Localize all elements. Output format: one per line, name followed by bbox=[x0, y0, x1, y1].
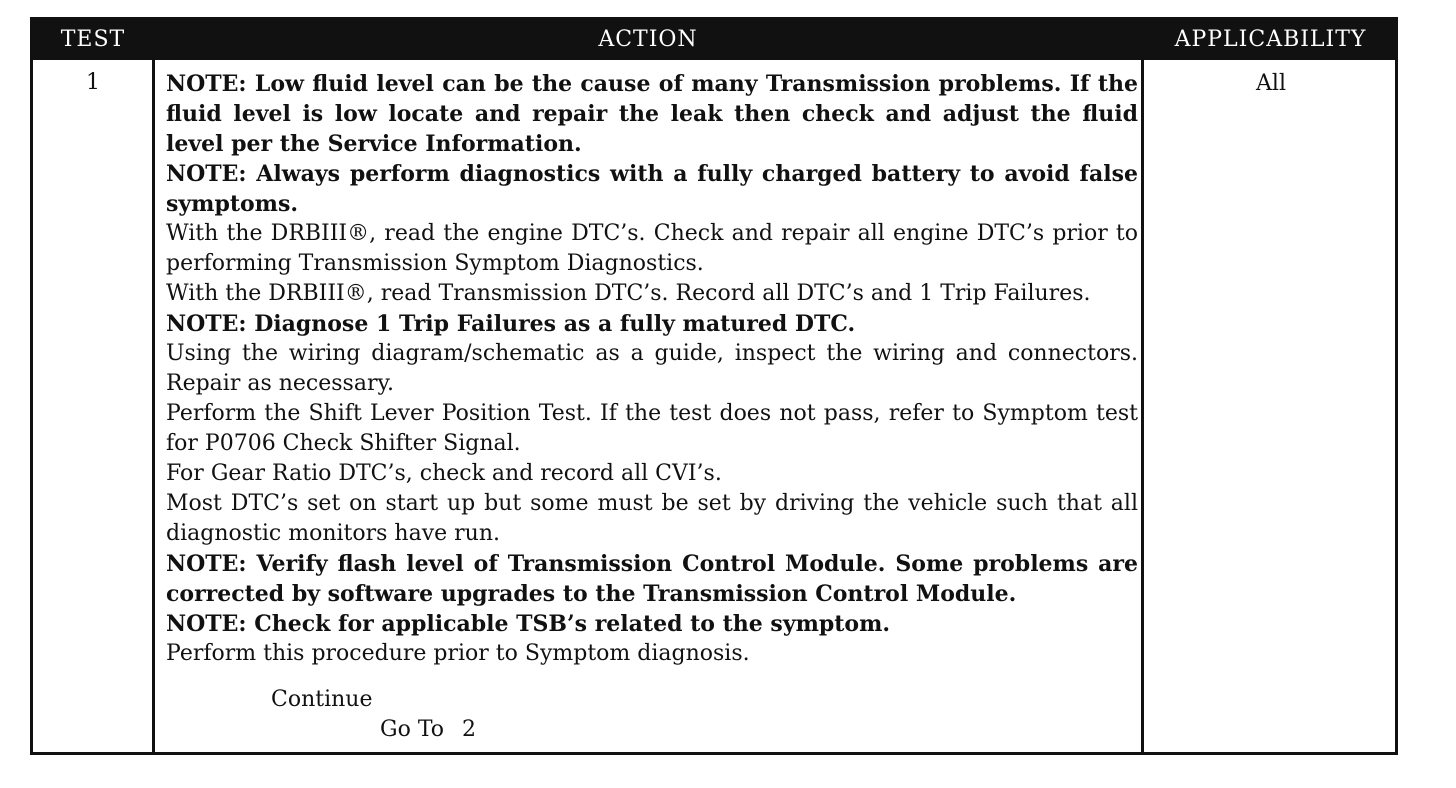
instruction-paragraph: Perform this procedure prior to Symptom diagnosis. bbox=[166, 641, 750, 666]
header-action: ACTION bbox=[598, 27, 698, 52]
instruction-paragraph: For Gear Ratio DTC’s, check and record all CVI’s. bbox=[166, 461, 722, 486]
action-paragraphs bbox=[166, 69, 1138, 669]
note-paragraph: NOTE: Verify flash level of Transmission Control Module. Some problems are corrected by software upgrades to the Transmission Control Module. bbox=[166, 551, 1138, 607]
column-divider bbox=[1141, 60, 1144, 752]
goto-target: 2 bbox=[462, 717, 477, 742]
result-continue: Continue bbox=[271, 687, 373, 712]
instruction-paragraph: With the DRBIII®, read the engine DTC’s. Check and repair all engine DTC’s prior to performing Transmission Symptom Diagnostics. bbox=[166, 221, 1138, 276]
note-paragraph: NOTE: Check for applicable TSB’s related to the symptom. bbox=[166, 611, 891, 637]
note-paragraph: NOTE: Low fluid level can be the cause of many Transmission problems. If the fluid level is low locate and repair the leak then check and adjust the fluid level per the Service Information. bbox=[166, 71, 1138, 157]
instruction-paragraph: With the DRBIII®, read Transmission DTC’s. Record all DTC’s and 1 Trip Failures. bbox=[166, 281, 1091, 306]
note-paragraph: NOTE: Diagnose 1 Trip Failures as a fully matured DTC. bbox=[166, 311, 856, 337]
action-cell bbox=[166, 69, 1138, 745]
instruction-paragraph: Perform the Shift Lever Position Test. If the test does not pass, refer to Symptom test for P0706 Check Shifter Signal. bbox=[166, 401, 1138, 456]
header-test: TEST bbox=[60, 27, 126, 52]
table-header bbox=[33, 20, 1395, 60]
applicability-value: All bbox=[1256, 71, 1286, 96]
column-divider bbox=[152, 60, 155, 752]
test-number: 1 bbox=[86, 70, 100, 95]
goto-label: Go To bbox=[380, 717, 445, 742]
instruction-paragraph: Most DTC’s set on start up but some must be set by driving the vehicle such that all diagnostic monitors have run. bbox=[166, 491, 1138, 546]
note-paragraph: NOTE: Always perform diagnostics with a fully charged battery to avoid false symptoms. bbox=[166, 161, 1138, 217]
goto-step[interactable] bbox=[166, 715, 1138, 745]
header-applicability: APPLICABILITY bbox=[1174, 27, 1367, 52]
instruction-paragraph: Using the wiring diagram/schematic as a guide, inspect the wiring and connectors. Repair as necessary. bbox=[166, 341, 1138, 396]
diagnostic-table bbox=[30, 17, 1398, 755]
